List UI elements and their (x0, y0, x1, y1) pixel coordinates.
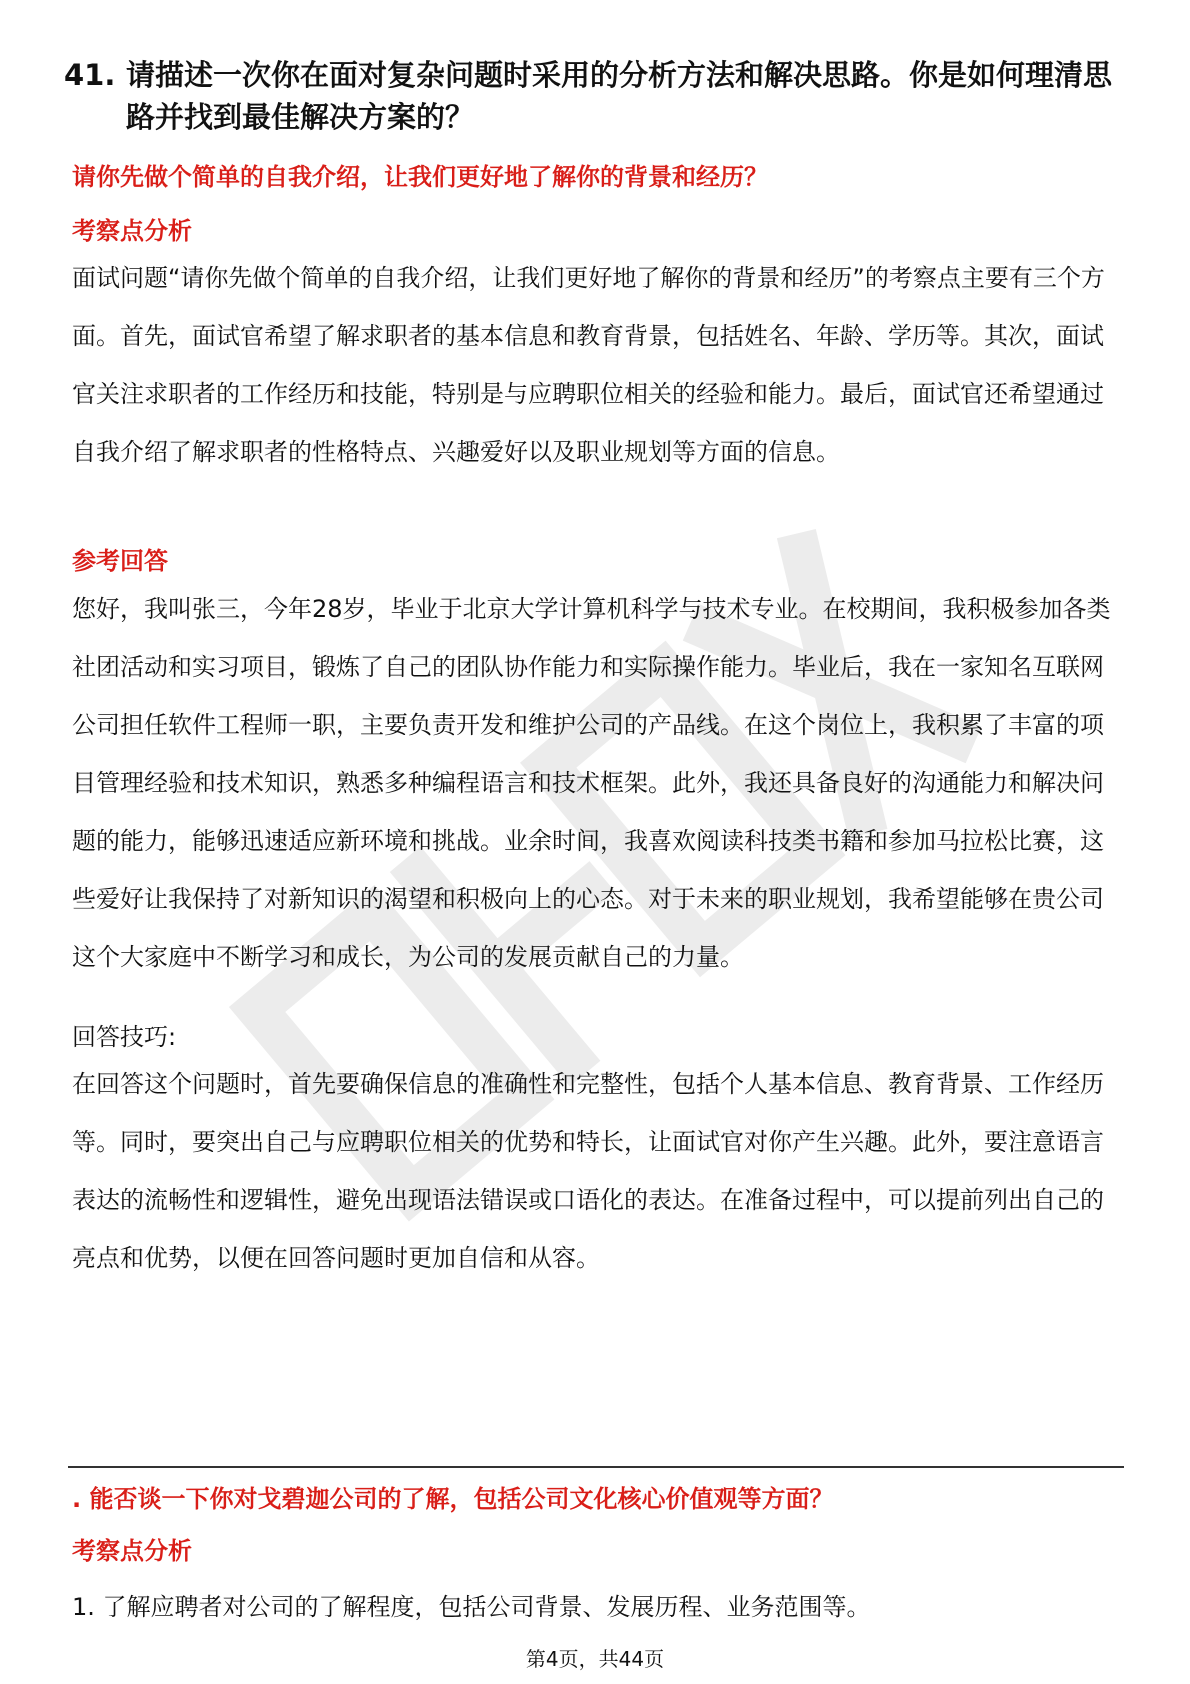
section1-analysis-label: 考察点分析 (72, 217, 192, 245)
section1-tips-text: 在回答这个问题时，首先要确保信息的准确性和完整性，包括个人基本信息、教育背景、工作经历等。同时，要突出自己与应聘职位相关的优势和特长，让面试官对你产生兴趣。此外，要注意语言表达的流畅性和逻辑性，避免出现语法错误或口语化的表达。在准备过程中，可以提前列出自己的亮点和优势，以便在回答问题时更加自信和从容。 (72, 1070, 1104, 1272)
section2-analysis-label: 考察点分析 (72, 1537, 192, 1565)
section1-answer-text: 您好，我叫张三，今年28岁，毕业于北京大学计算机科学与技术专业。在校期间，我积极参加各类社团活动和实习项目，锻炼了自己的团队协作能力和实际操作能力。毕业后，我在一家知名互联网公司担任软件工程师一职，主要负责开发和维护公司的产品线。在这个岗位上，我积累了丰富的项目管理经验和技术知识，熟悉多种编程语言和技术框架。此外，我还具备良好的沟通能力和解决问题的能力，能够迅速适应新环境和挑战。业余时间，我喜欢阅读科技类书籍和参加马拉松比赛，这些爱好让我保持了对新知识的渴望和积极向上的心态。对于未来的职业规划，我希望能够在贵公司这个大家庭中不断学习和成长，为公司的发展贡献自己的力量。 (72, 595, 1111, 971)
section1-answer-label: 参考回答 (72, 547, 168, 575)
question-title (64, 54, 1126, 138)
section2-item-1: 1. 了解应聘者对公司的了解程度，包括公司背景、发展历程、业务范围等。 (72, 1593, 871, 1621)
question-text: 请描述一次你在面对复杂问题时采用的分析方法和解决思路。你是如何理清思路并找到最佳解决方案的？ (126, 58, 1113, 134)
page-footer: 第4页，共44页 (525, 1647, 665, 1671)
section1-analysis-text: 面试问题“请你先做个简单的自我介绍，让我们更好地了解你的背景和经历”的考察点主要有三个方面。首先，面试官希望了解求职者的基本信息和教育背景，包括姓名、年龄、学历等。其次，面试官关注求职者的工作经历和技能，特别是与应聘职位相关的经验和能力。最后，面试官还希望通过自我介绍了解求职者的性格特点、兴趣爱好以及职业规划等方面的信息。 (72, 264, 1105, 466)
section1-tips-label: 回答技巧: (72, 1023, 177, 1051)
section1-heading: 请你先做个简单的自我介绍，让我们更好地了解你的背景和经历？ (72, 163, 768, 191)
question-number: 41. (64, 58, 116, 92)
section2-heading: . 能否谈一下你对戈碧迦公司的了解，包括公司文化核心价值观等方面？ (72, 1485, 834, 1513)
section-divider (68, 1466, 1124, 1468)
